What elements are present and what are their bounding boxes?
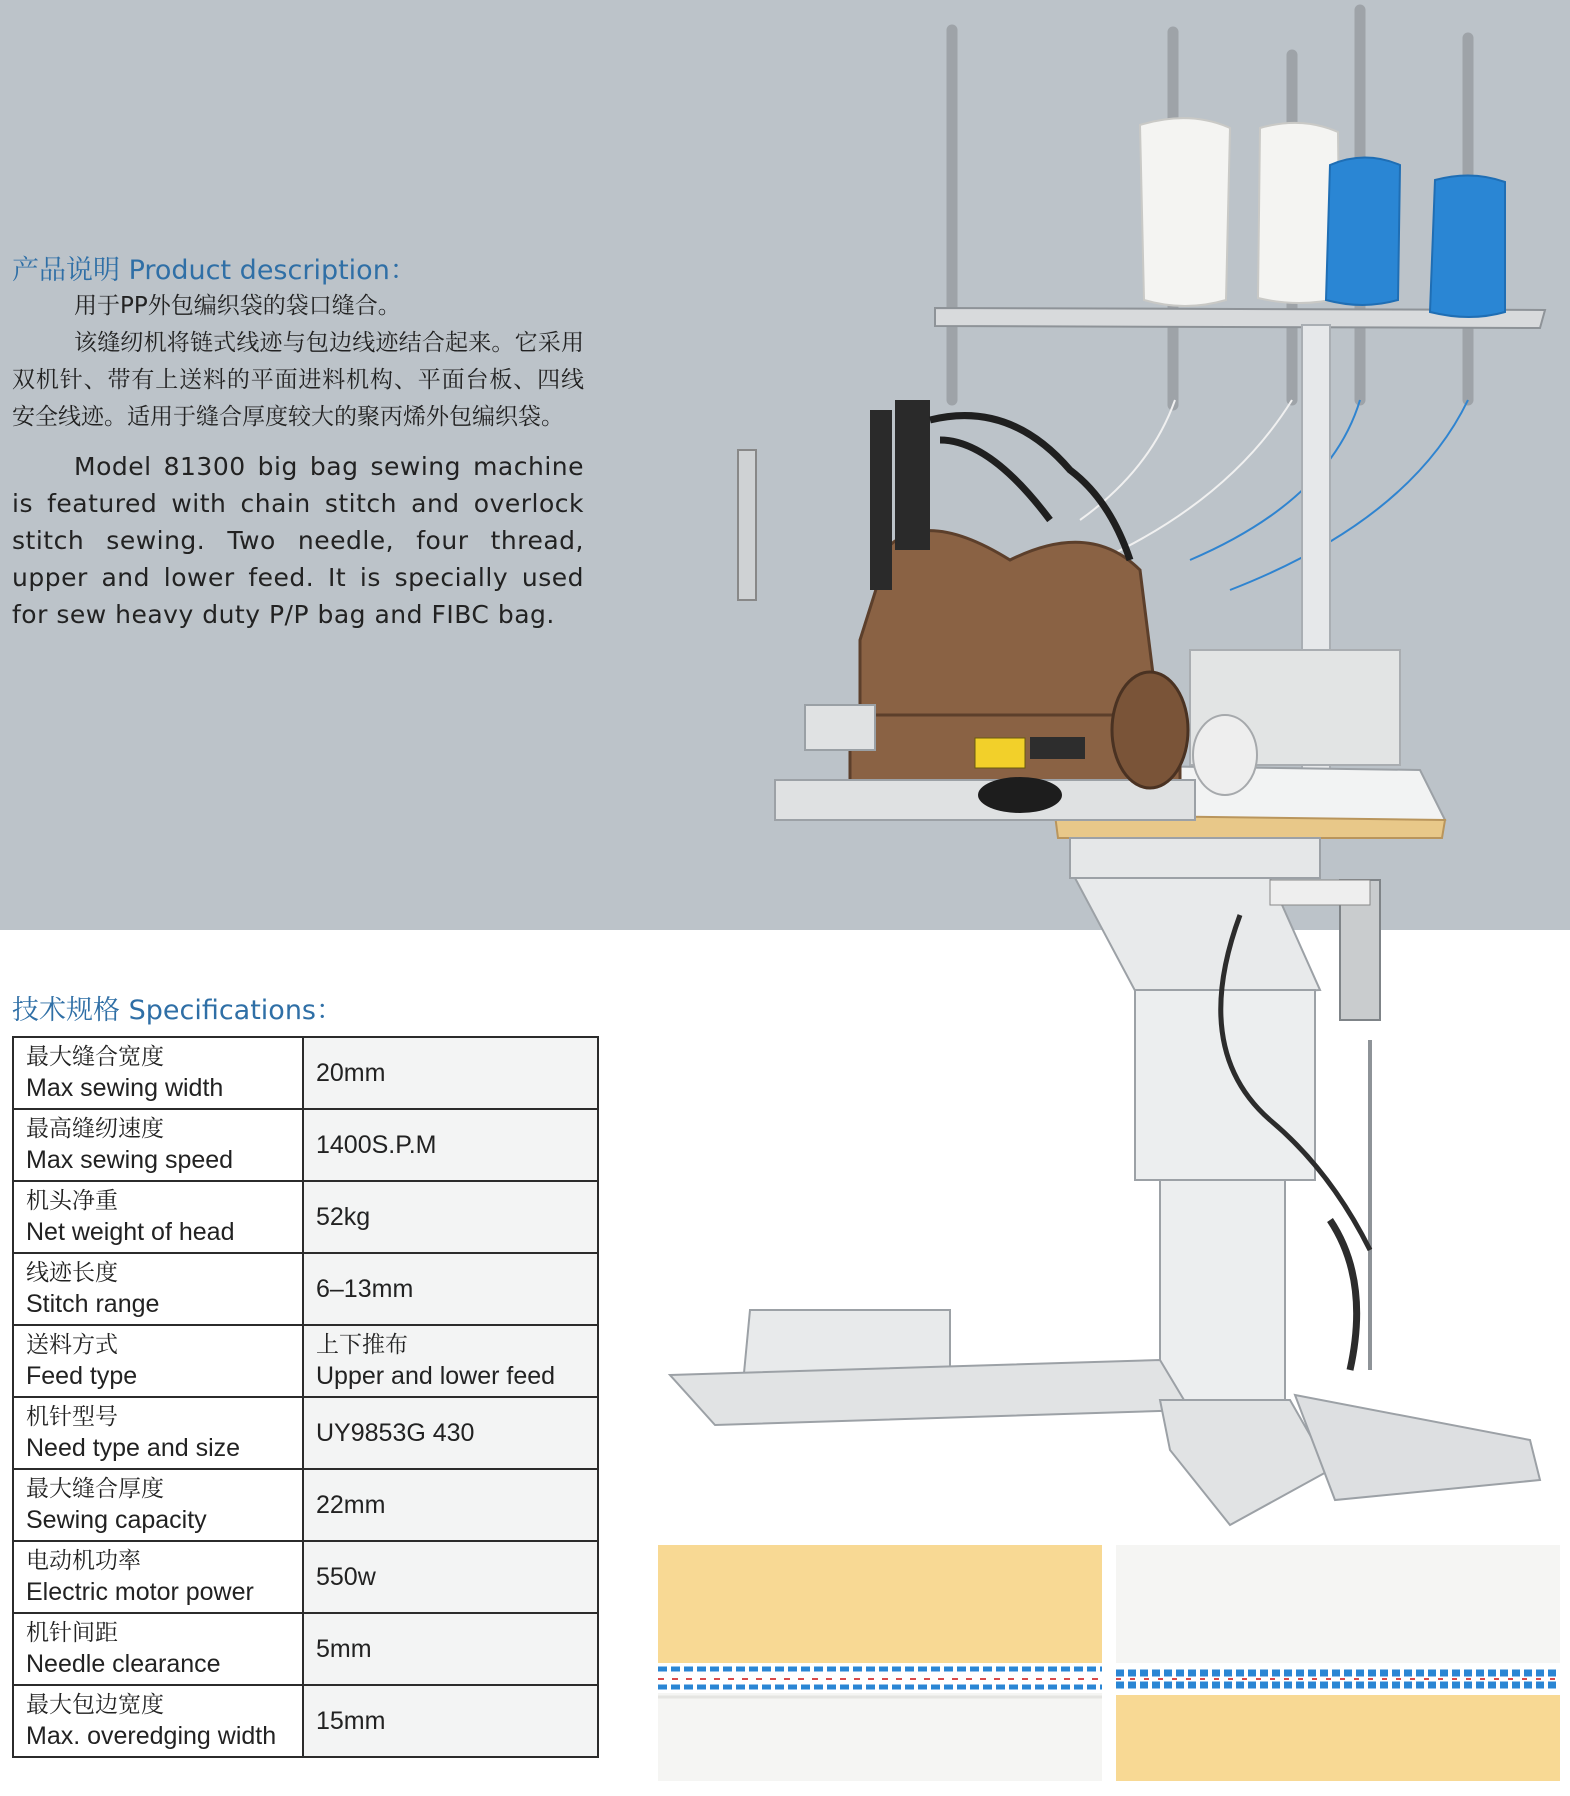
spec-label-zh: 最大包边宽度 bbox=[26, 1692, 164, 1718]
spec-label-en: Max sewing speed bbox=[26, 1146, 234, 1174]
spec-label-en: Stitch range bbox=[26, 1290, 160, 1318]
spec-label-en: Need type and size bbox=[26, 1434, 241, 1462]
spec-label bbox=[13, 1397, 303, 1469]
spec-value: 22mm bbox=[303, 1469, 598, 1541]
table-row bbox=[13, 1325, 598, 1397]
spec-label-zh: 送料方式 bbox=[26, 1332, 118, 1358]
table-row bbox=[13, 1613, 598, 1685]
spec-value: UY9853G 430 bbox=[303, 1397, 598, 1469]
product-description-heading: 产品说明 Product description： bbox=[12, 255, 417, 286]
spec-label-en: Needle clearance bbox=[26, 1650, 221, 1678]
spec-label-zh: 最大缝合厚度 bbox=[26, 1476, 164, 1502]
spec-label bbox=[13, 1181, 303, 1253]
spec-label bbox=[13, 1325, 303, 1397]
spec-label-zh: 电动机功率 bbox=[26, 1548, 141, 1574]
spec-label-en: Electric motor power bbox=[26, 1578, 254, 1606]
stitch-sample-image-1 bbox=[658, 1545, 1102, 1781]
spec-value bbox=[303, 1325, 598, 1397]
spec-label-en: Sewing capacity bbox=[26, 1506, 207, 1534]
description-zh-2: 该缝纫机将链式线迹与包边线迹结合起来。它采用双机针、带有上送料的平面进料机构、平面台板、四线安全线迹。适用于缝合厚度较大的聚丙烯外包编织袋。 bbox=[12, 330, 584, 430]
spec-value: 15mm bbox=[303, 1685, 598, 1757]
spec-value: 6–13mm bbox=[303, 1253, 598, 1325]
table-row bbox=[13, 1397, 598, 1469]
spec-label bbox=[13, 1469, 303, 1541]
spec-label-en: Net weight of head bbox=[26, 1218, 235, 1246]
description-en: Model 81300 big bag sewing machine is featured with chain stitch and overlock stitch sewing. Two needle, four thread, upper and lower feed. It is specially used for sew heavy duty P/P bag and FIBC bag. bbox=[12, 452, 584, 629]
specifications-table bbox=[12, 1036, 599, 1758]
table-row bbox=[13, 1541, 598, 1613]
spec-label-en: Max. overedging width bbox=[26, 1722, 277, 1750]
spec-label-zh: 最大缝合宽度 bbox=[26, 1044, 164, 1070]
spec-label-zh: 最高缝纫速度 bbox=[26, 1116, 164, 1142]
spec-label bbox=[13, 1613, 303, 1685]
spec-label bbox=[13, 1685, 303, 1757]
spec-value-zh: 上下推布 bbox=[316, 1332, 408, 1358]
table-row bbox=[13, 1469, 598, 1541]
spec-label-en: Max sewing width bbox=[26, 1074, 224, 1102]
table-row bbox=[13, 1253, 598, 1325]
table-row bbox=[13, 1685, 598, 1757]
spec-label-zh: 机头净重 bbox=[26, 1188, 118, 1214]
table-row bbox=[13, 1109, 598, 1181]
spec-label-en: Feed type bbox=[26, 1362, 138, 1390]
spec-label-zh: 线迹长度 bbox=[26, 1260, 118, 1286]
spec-value: 20mm bbox=[303, 1037, 598, 1109]
spec-label-zh: 机针型号 bbox=[26, 1404, 118, 1430]
spec-label bbox=[13, 1109, 303, 1181]
spec-label bbox=[13, 1541, 303, 1613]
product-description-text bbox=[12, 288, 584, 633]
description-zh-1: 用于PP外包编织袋的袋口缝合。 bbox=[74, 293, 401, 319]
spec-value: 52kg bbox=[303, 1181, 598, 1253]
spec-label-zh: 机针间距 bbox=[26, 1620, 118, 1646]
spec-value: 550w bbox=[303, 1541, 598, 1613]
spec-value: 5mm bbox=[303, 1613, 598, 1685]
specifications-heading: 技术规格 Specifications： bbox=[12, 995, 344, 1026]
table-row bbox=[13, 1037, 598, 1109]
spec-value: 1400S.P.M bbox=[303, 1109, 598, 1181]
spec-label bbox=[13, 1037, 303, 1109]
spec-value-en: Upper and lower feed bbox=[316, 1362, 556, 1390]
sewing-machine-image bbox=[630, 0, 1570, 1540]
spec-label bbox=[13, 1253, 303, 1325]
stitch-sample-image-2 bbox=[1116, 1545, 1560, 1781]
table-row bbox=[13, 1181, 598, 1253]
